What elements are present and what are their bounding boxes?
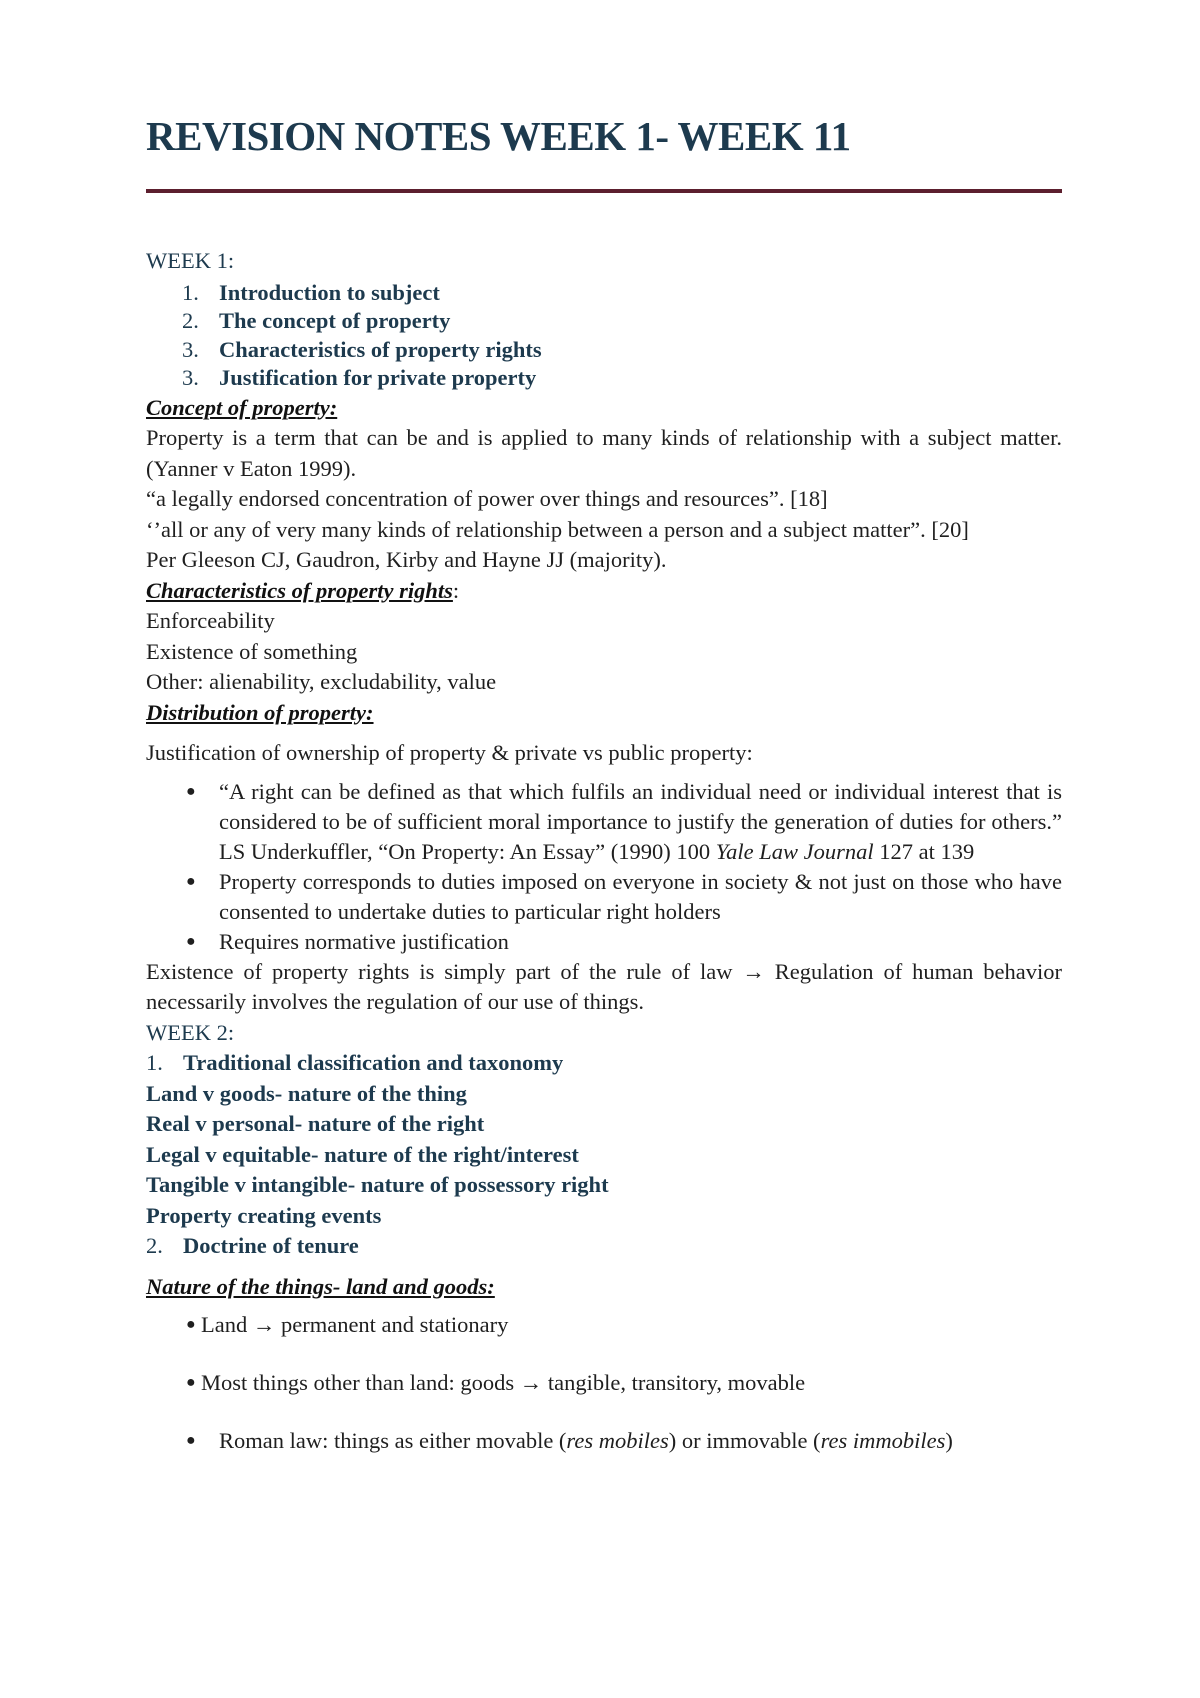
distribution-intro: Justification of ownership of property & private vs public property: bbox=[146, 740, 753, 765]
quote-line: “a legally endorsed concentration of power over things and resources”. [18] bbox=[146, 486, 828, 511]
per-line: Per Gleeson CJ, Gaudron, Kirby and Hayne JJ (majority). bbox=[146, 547, 667, 572]
list-item: Legal v equitable- nature of the right/interest bbox=[146, 1141, 579, 1167]
title-divider bbox=[146, 189, 1062, 193]
list-item: 2. The concept of property bbox=[182, 308, 451, 333]
list-item: 2. Doctrine of tenure bbox=[146, 1233, 359, 1258]
bullet-icon: ● bbox=[186, 782, 196, 800]
list-item: Land v goods- nature of the thing bbox=[146, 1080, 467, 1106]
list-item: 3. Characteristics of property rights bbox=[182, 336, 542, 362]
list-item: ● “A right can be defined as that which fulfils an individual need or individual interest that is considered to be of sufficient moral importance to justify the generation of duties for others.” LS Underkuffler, “On Property: An Essay” (1990) 100 Yale Law Journal 127 at 139 bbox=[186, 778, 1062, 864]
bullet-icon: ● bbox=[186, 932, 196, 950]
list-item: Other: alienability, excludability, value bbox=[146, 669, 497, 694]
bullet-icon: ● bbox=[186, 1432, 196, 1449]
concept-paragraph: Property is a term that can be and is applied to many kinds of relationship with a subject matter. (Yanner v Eaton 1999). bbox=[146, 425, 1062, 481]
bullet-icon: ● bbox=[186, 872, 196, 890]
week1-heading: WEEK 1: bbox=[146, 248, 235, 273]
list-item: Tangible v intangible- nature of possessory right bbox=[146, 1172, 609, 1197]
document-body bbox=[146, 246, 1062, 1484]
document-title: REVISION NOTES WEEK 1- WEEK 11 bbox=[146, 113, 851, 159]
week2-topic-list bbox=[146, 1048, 1062, 1262]
list-item: ● Roman law: things as either movable (res mobiles) or immovable (res immobiles) bbox=[146, 1426, 1062, 1456]
distribution-heading: Distribution of property: bbox=[146, 699, 374, 725]
list-item: 1. Introduction to subject bbox=[182, 279, 440, 305]
list-item: Enforceability bbox=[146, 608, 275, 633]
list-item: Real v personal- nature of the right bbox=[146, 1111, 485, 1136]
bullet-icon: ● bbox=[186, 1374, 196, 1391]
distribution-bullets bbox=[146, 777, 1062, 957]
list-item: ● Most things other than land: goods → tangible, transitory, movable bbox=[146, 1368, 1062, 1398]
list-item: ● Property corresponds to duties imposed on everyone in society & not just on those who have consented to undertake duties to particular right holders bbox=[186, 868, 1062, 924]
distribution-closing: Existence of property rights is simply part of the rule of law → Regulation of human behavior necessarily involves the regulation of our use of things. bbox=[146, 958, 1062, 1014]
list-item: ● Land → permanent and stationary bbox=[146, 1310, 1062, 1340]
week2-heading: WEEK 2: bbox=[146, 1019, 235, 1045]
nature-heading: Nature of the things- land and goods: bbox=[146, 1273, 495, 1299]
list-item: Existence of something bbox=[146, 638, 358, 664]
list-item: 1. Traditional classification and taxonomy bbox=[146, 1050, 564, 1075]
list-item: Property creating events bbox=[146, 1202, 382, 1228]
quote-line: ‘’all or any of very many kinds of relationship between a person and a subject matter”. [20] bbox=[146, 516, 969, 542]
week1-topic-list bbox=[146, 279, 1062, 393]
nature-bullets bbox=[146, 1310, 1062, 1456]
list-item: 3. Justification for private property bbox=[182, 365, 537, 390]
characteristics-heading-row: Characteristics of property rights: bbox=[146, 577, 460, 603]
bullet-icon: ● bbox=[186, 1316, 196, 1333]
list-item: ● Requires normative justification bbox=[146, 927, 1062, 957]
concept-heading: Concept of property: bbox=[146, 394, 338, 420]
